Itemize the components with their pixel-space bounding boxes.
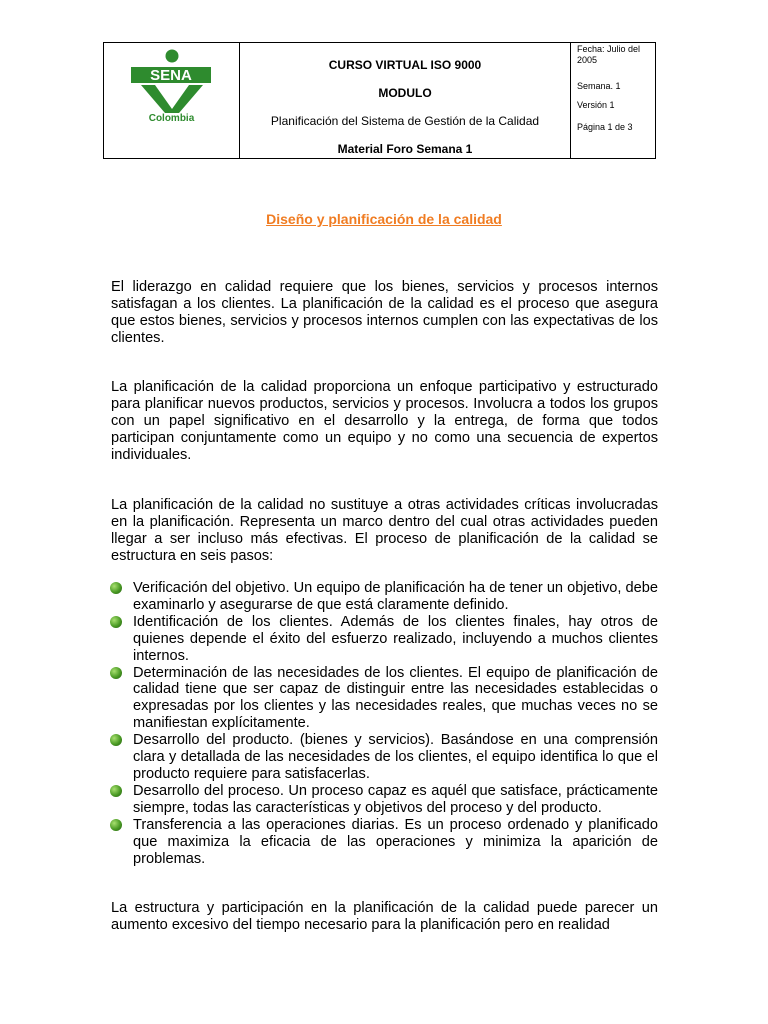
- material-label: Material Foro Semana 1: [337, 142, 473, 156]
- list-item: [108, 732, 658, 783]
- list-item-text: Transferencia a las operaciones diarias. Es un proceso ordenado y planificado que maximiza la eficacia de las operaciones y minimiza la aparición de problemas.: [133, 816, 658, 867]
- version-label: Versión 1: [577, 100, 615, 110]
- list-item-text: Desarrollo del producto. (bienes y servicios). Basándose en una comprensión clara y detallada de las necesidades de los clientes, el equipo identifica lo que el producto requiere para satisfacerlas.: [133, 732, 658, 782]
- date-label: Fecha: Julio del 2005: [577, 44, 641, 65]
- title-cell: [240, 43, 571, 158]
- logo-text: SENA: [150, 67, 192, 84]
- list-item: [108, 614, 658, 665]
- list-item: [108, 817, 658, 868]
- module-label: MODULO: [378, 86, 432, 100]
- bullet-icon: [110, 819, 122, 831]
- page-label: Página 1 de 3: [577, 122, 633, 132]
- logo-country: Colombia: [148, 113, 195, 124]
- bullet-icon: [110, 734, 122, 746]
- list-item: [108, 665, 658, 733]
- list-item: [108, 580, 658, 614]
- list-item-text: Identificación de los clientes. Además de los clientes finales, hay otros de quienes depende el éxito del esfuerzo realizado, incluyendo a muchos clientes internos.: [133, 613, 658, 664]
- paragraph: El liderazgo en calidad requiere que los bienes, servicios y procesos internos satisfagan a los clientes. La planificación de la calidad es el proceso que asegura que estos bienes, servicios y procesos internos cumplen con las expectativas de los clientes.: [111, 279, 658, 346]
- sena-logo: [129, 47, 215, 113]
- list-item-text: Verificación del objetivo. Un equipo de planificación ha de tener un objetivo, debe examinarlo y asegurarse de que está claramente definido.: [133, 580, 658, 613]
- list-item: [108, 783, 658, 817]
- list-item-text: Desarrollo del proceso. Un proceso capaz es aquél que satisface, prácticamente siempre, todas las características y objetivos del proceso y del producto.: [133, 782, 658, 816]
- meta-cell: [571, 43, 655, 158]
- logo-cell: [104, 43, 240, 158]
- bullet-icon: [110, 667, 122, 679]
- course-name: CURSO VIRTUAL ISO 9000: [328, 58, 482, 72]
- list-item-text: Determinación de las necesidades de los clientes. El equipo de planificación de calidad tiene que ser capaz de distinguir entre las necesidades establecidas o expresadas por los clientes y las necesidades reales, que muchas veces no se manifiestan explícitamente.: [133, 664, 658, 732]
- document-title: Diseño y planificación de la calidad: [266, 211, 502, 227]
- paragraph: La planificación de la calidad proporciona un enfoque participativo y estructurado para planificar nuevos productos, servicios y procesos. Involucra a todos los grupos con un papel significativo en el desarrollo y la entrega, de forma que todos participan conjuntamente como un equipo y no como una secuencia de expertos individuales.: [111, 379, 658, 463]
- week-label: Semana. 1: [577, 81, 621, 91]
- bullet-icon: [110, 785, 122, 797]
- paragraph: La planificación de la calidad no sustituye a otras actividades críticas involucradas en la planificación. Representa un marco dentro del cual otras actividades pueden llegar a ser incluso más efectivas. El proceso de planificación de la calidad se estructura en seis pasos:: [111, 497, 658, 564]
- bullet-icon: [110, 582, 122, 594]
- steps-list: [108, 580, 658, 867]
- module-name: Planificación del Sistema de Gestión de la Calidad: [270, 114, 540, 128]
- paragraph: La estructura y participación en la planificación de la calidad puede parecer un aumento excesivo del tiempo necesario para la planificación pero en realidad: [111, 900, 658, 933]
- bullet-icon: [110, 616, 122, 628]
- document-header: [103, 42, 656, 159]
